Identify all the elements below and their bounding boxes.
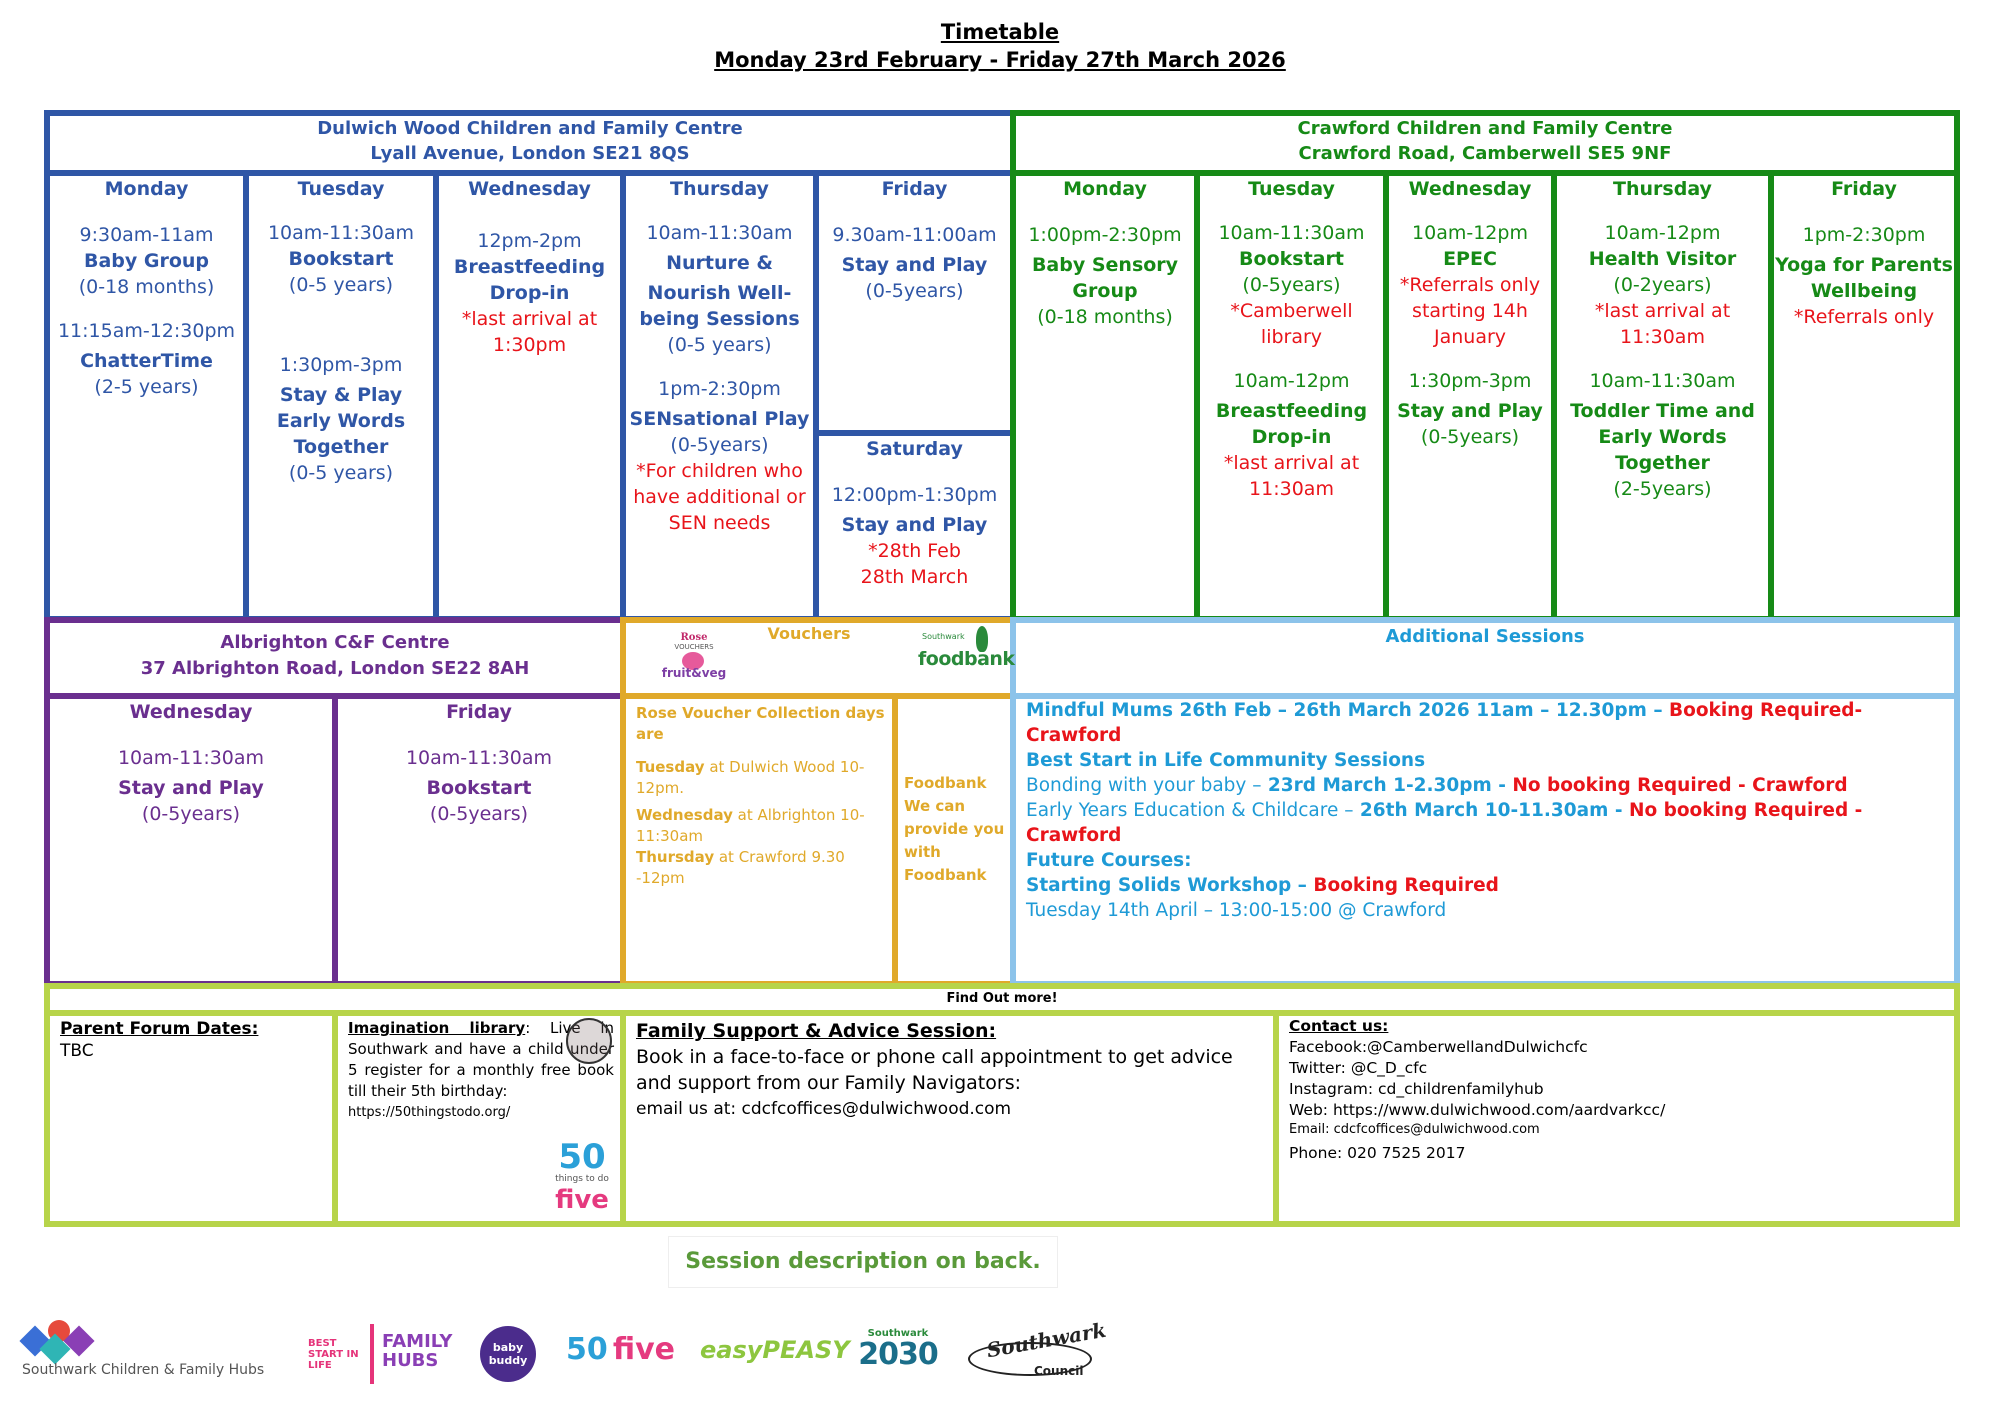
crawford-header — [1016, 116, 1954, 166]
session-time: 1pm-2:30pm — [658, 378, 781, 400]
contact-email[interactable]: Email: cdcfcoffices@dulwichwood.com — [1289, 1122, 1540, 1137]
session-name: Toddler Time and — [1570, 400, 1755, 422]
albrighton-friday — [338, 699, 620, 827]
session-time: 10am-12pm — [1412, 222, 1528, 244]
fifty-things-logo — [548, 1137, 616, 1224]
session-note: have additional or — [633, 486, 806, 508]
findout-title: Find Out more! — [946, 991, 1058, 1006]
session-heading: Best Start in Life Community Sessions — [1026, 750, 1426, 771]
session-text: Early Years Education & Childcare – — [1026, 800, 1354, 821]
day-heading: Friday — [446, 701, 512, 723]
forum-title: Parent Forum Dates: — [60, 1019, 259, 1039]
contact-facebook[interactable]: Facebook:@CamberwellandDulwichcfc — [1289, 1038, 1588, 1056]
session-age: (2-5years) — [1613, 478, 1712, 500]
session-note: 11:30am — [1249, 478, 1334, 500]
family-support — [636, 1018, 1266, 1122]
session-name: Early Words — [276, 410, 406, 432]
session-note: January — [1433, 326, 1507, 348]
session-age: (0-5years) — [1420, 426, 1520, 448]
session-age: (0-5years) — [865, 280, 964, 302]
rose-logo-text: VOUCHERS — [674, 643, 714, 651]
session-time: 1pm-2:30pm — [1802, 224, 1926, 246]
session-name: Early Words — [1598, 426, 1727, 448]
session-booking: No booking Required - Crawford — [1026, 800, 1863, 846]
fifty-things-five-logo — [566, 1332, 676, 1378]
session-time: 1:30pm-3pm — [1408, 370, 1532, 392]
easypeasy-logo: easyPEASY — [700, 1336, 850, 1364]
session-date: 26th March 10-11.30am - — [1353, 800, 1623, 821]
day-heading: Wednesday — [468, 178, 591, 200]
session-name: Breastfeeding — [1215, 400, 1368, 422]
session-text: Tuesday 14th April – 13:00-15:00 @ Crawford — [1026, 900, 1447, 921]
foodbank-text: Foodbank We can provide you with Foodbank — [904, 774, 1005, 884]
session-name: Bookstart — [288, 248, 394, 270]
session-note: *Referrals only — [1399, 274, 1541, 296]
centre-name: Dulwich Wood Children and Family Centre — [317, 118, 743, 139]
contact-twitter[interactable]: Twitter: @C_D_cfc — [1289, 1059, 1428, 1077]
session-name: Breastfeeding — [453, 256, 606, 278]
day-heading: Wednesday — [1408, 178, 1532, 200]
crawford-friday — [1774, 176, 1954, 330]
crawford-monday — [1016, 176, 1194, 330]
session-name: Yoga for Parents — [1775, 254, 1953, 276]
southwark-2030-text: Southwark — [867, 1328, 929, 1339]
session-name: EPEC — [1443, 248, 1497, 270]
council-name: Southwark — [984, 1317, 1108, 1363]
southwark-2030-logo — [852, 1328, 944, 1384]
session-name: Drop-in — [489, 282, 570, 304]
rose-logo-text: fruit&veg — [661, 666, 727, 680]
divider — [620, 1010, 626, 1227]
divider — [370, 1324, 374, 1384]
centre-address: Lyall Avenue, London SE21 8QS — [370, 143, 690, 164]
day-heading: Saturday — [866, 438, 963, 460]
fifty-number: 50 — [566, 1332, 608, 1367]
contact-us — [1289, 1016, 1949, 1164]
page-title — [0, 20, 2000, 72]
family-support-email[interactable]: email us at: cdcfcoffices@dulwichwood.com — [636, 1099, 1012, 1119]
session-age: (0-5years) — [670, 434, 769, 456]
imagination-url[interactable]: https://50thingstodo.org/ — [348, 1105, 511, 1120]
dulwich-monday — [50, 176, 243, 400]
session-note: 11:30am — [1620, 326, 1705, 348]
session-date: 23rd March 1-2.30pm - — [1261, 775, 1506, 796]
rose-voucher-days — [636, 703, 888, 889]
session-time: 12:00pm-1:30pm — [831, 484, 998, 506]
divider — [892, 693, 898, 987]
day-heading: Friday — [1831, 178, 1897, 200]
session-booking: No booking Required - Crawford — [1505, 775, 1848, 796]
foodbank-logo-text: foodbank — [918, 648, 1015, 670]
voucher-day: Tuesday — [636, 758, 705, 776]
dulwich-wednesday — [439, 176, 620, 358]
imagination-title: Imagination library — [348, 1019, 526, 1037]
session-name: SENsational Play — [629, 408, 810, 430]
title-line-2: Monday 23rd February - Friday 27th March 2026 — [714, 48, 1286, 72]
parent-forum — [60, 1018, 328, 1062]
southwark-2030-number: 2030 — [858, 1337, 938, 1372]
family-support-title: Family Support & Advice Session: — [636, 1020, 997, 1042]
session-name: Wellbeing — [1810, 280, 1918, 302]
session-text: Starting Solids Workshop – — [1026, 875, 1307, 896]
dulwich-friday — [819, 176, 1010, 304]
session-name: Stay and Play — [1397, 400, 1543, 422]
session-note: *last arrival at — [1223, 452, 1360, 474]
session-time: 10am-11:30am — [267, 222, 415, 244]
session-age: (0-5 years) — [288, 274, 394, 296]
session-booking: Booking Required — [1306, 875, 1499, 896]
session-time: 11:15am-12:30pm — [57, 320, 236, 342]
rose-voucher-heading: Rose Voucher Collection days are — [636, 704, 885, 743]
session-note: SEN needs — [668, 512, 771, 534]
albrighton-wednesday — [50, 699, 332, 827]
session-name: Stay & Play — [279, 384, 403, 406]
crawford-wednesday — [1389, 176, 1551, 450]
session-age: (0-2years) — [1613, 274, 1712, 296]
albrighton-header — [50, 630, 620, 682]
session-age: (0-18 months) — [1037, 306, 1173, 328]
family-hubs-text: Southwark Children & Family Hubs — [22, 1362, 265, 1378]
day-heading: Friday — [881, 178, 948, 200]
foodbank-logo — [918, 626, 1015, 684]
session-name: Together — [1615, 452, 1710, 474]
council-text: Council — [1034, 1364, 1084, 1378]
session-name: being Sessions — [639, 308, 800, 330]
session-name: Bookstart — [426, 777, 532, 799]
session-name: Nurture & — [666, 252, 773, 274]
forum-value: TBC — [60, 1041, 94, 1061]
session-age: (0-5 years) — [667, 334, 772, 356]
session-age: (2-5 years) — [94, 376, 199, 398]
rose-vouchers-logo — [648, 632, 740, 684]
day-heading: Thursday — [1613, 178, 1712, 200]
session-time: 10am-12pm — [1233, 370, 1350, 392]
session-note: library — [1260, 326, 1323, 348]
session-booking: Booking Required-Crawford — [1026, 700, 1863, 746]
session-age: (0-5years) — [141, 803, 241, 825]
fifty-number: 50 — [558, 1137, 606, 1177]
centre-name: Albrighton C&F Centre — [220, 632, 450, 653]
dulwich-thursday — [626, 176, 813, 536]
session-name: Stay and Play — [841, 514, 988, 536]
session-time: 10am-11:30am — [405, 747, 553, 769]
southwark-council-logo — [968, 1317, 1108, 1384]
contact-phone: Phone: 020 7525 2017 — [1289, 1144, 1466, 1162]
voucher-day: Thursday — [636, 848, 715, 866]
voucher-detail: at Albrighton 10-11:30am — [636, 806, 865, 845]
title-line-1: Timetable — [940, 20, 1060, 44]
family-support-text: Book in a face-to-face or phone call appointment to get advice and support from our Family Navigators: — [636, 1046, 1233, 1094]
session-time: 10am-11:30am — [1589, 370, 1736, 392]
crawford-thursday — [1557, 176, 1768, 502]
session-time: 10am-11:30am — [117, 747, 265, 769]
session-name: Bookstart — [1239, 248, 1344, 270]
contact-instagram[interactable]: Instagram: cd_childrenfamilyhub — [1289, 1080, 1544, 1098]
divider — [1273, 1010, 1279, 1227]
centre-name: Crawford Children and Family Centre — [1297, 118, 1673, 139]
session-time: 10am-11:30am — [646, 222, 793, 244]
session-age: (0-5 years) — [288, 462, 394, 484]
session-note: *last arrival at — [461, 308, 598, 330]
session-time: 1:00pm-2:30pm — [1028, 224, 1182, 246]
dulwich-header — [50, 116, 1010, 166]
additional-title: Additional Sessions — [1385, 626, 1585, 647]
session-note: Session description on back. — [668, 1236, 1058, 1288]
session-age: (0-5years) — [1242, 274, 1341, 296]
session-note: 1:30pm — [492, 334, 567, 356]
voucher-detail: at Dulwich Wood 10-12pm. — [636, 758, 865, 797]
crawford-tuesday — [1200, 176, 1383, 502]
centre-address: Crawford Road, Camberwell SE5 9NF — [1298, 143, 1672, 164]
session-name: Baby Group — [83, 250, 210, 272]
day-heading: Tuesday — [297, 178, 385, 200]
vouchers-title: Vouchers — [767, 624, 851, 643]
baby-buddy-logo: baby buddy — [480, 1326, 536, 1382]
best-start-logo — [308, 1324, 462, 1384]
family-hubs-brand: FAMILY HUBS — [382, 1331, 453, 1371]
session-text: Bonding with your baby – — [1026, 775, 1262, 796]
session-name: Group — [1072, 280, 1138, 302]
centre-address: 37 Albrighton Road, London SE22 8AH — [140, 658, 530, 679]
session-age: (0-18 months) — [78, 276, 215, 298]
day-heading: Wednesday — [129, 701, 253, 723]
session-name: Nourish Well- — [647, 282, 792, 304]
session-note: starting 14h — [1412, 300, 1528, 322]
fifty-five: five — [555, 1185, 609, 1215]
session-name: Stay and Play — [841, 254, 988, 276]
voucher-detail: at Crawford 9.30 -12pm — [636, 848, 845, 887]
additional-list — [1026, 698, 1956, 923]
day-heading: Monday — [1063, 178, 1147, 200]
session-note: 28th March — [860, 566, 969, 588]
rose-logo-text: Rose — [680, 632, 708, 643]
divider — [620, 693, 1016, 699]
session-name: ChatterTime — [80, 350, 213, 372]
session-note: *last arrival at — [1594, 300, 1731, 322]
session-age: (0-5years) — [429, 803, 529, 825]
fifty-five: five — [612, 1332, 675, 1367]
imagination-text: : Live in Southwark and have a child under 5 register for a monthly free book till their 5th birthday: — [348, 1019, 614, 1100]
session-note: *Camberwell — [1230, 300, 1353, 322]
session-name: Baby Sensory — [1031, 254, 1179, 276]
divider — [332, 1010, 338, 1227]
session-name: Stay and Play — [118, 777, 264, 799]
session-note: *28th Feb — [868, 540, 961, 562]
day-heading: Monday — [104, 178, 189, 200]
session-heading: Future Courses: — [1026, 850, 1192, 871]
dulwich-tuesday — [249, 176, 433, 486]
session-time: 9:30am-11am — [79, 224, 214, 246]
session-time: 10am-11:30am — [1218, 222, 1365, 244]
family-hubs-logo — [22, 1318, 292, 1380]
fifty-text: things to do — [555, 1174, 609, 1184]
dulwich-saturday — [819, 436, 1010, 590]
contact-title: Contact us: — [1289, 1017, 1389, 1035]
session-time: 12pm-2pm — [477, 230, 582, 252]
day-heading: Tuesday — [1248, 178, 1335, 200]
session-time: 9.30am-11:00am — [832, 224, 997, 246]
voucher-day: Wednesday — [636, 806, 733, 824]
best-start-text: BEST START IN LIFE — [308, 1338, 359, 1371]
session-time: 1:30pm-3pm — [279, 354, 403, 376]
foodbank-logo-text: Southwark — [922, 632, 965, 641]
session-name: Together — [293, 436, 389, 458]
session-text: Mindful Mums 26th Feb – 26th March 2026 11am – 12.30pm – — [1026, 700, 1663, 721]
session-name: Health Visitor — [1588, 248, 1737, 270]
day-heading: Thursday — [670, 178, 769, 200]
session-name: Drop-in — [1251, 426, 1332, 448]
contact-web[interactable]: Web: https://www.dulwichwood.com/aardvarkcc/ — [1289, 1101, 1666, 1119]
imagination-library-badge-icon — [566, 1018, 612, 1064]
session-note: *For children who — [636, 460, 803, 482]
session-note: *Referrals only — [1793, 306, 1935, 328]
session-time: 10am-12pm — [1604, 222, 1721, 244]
